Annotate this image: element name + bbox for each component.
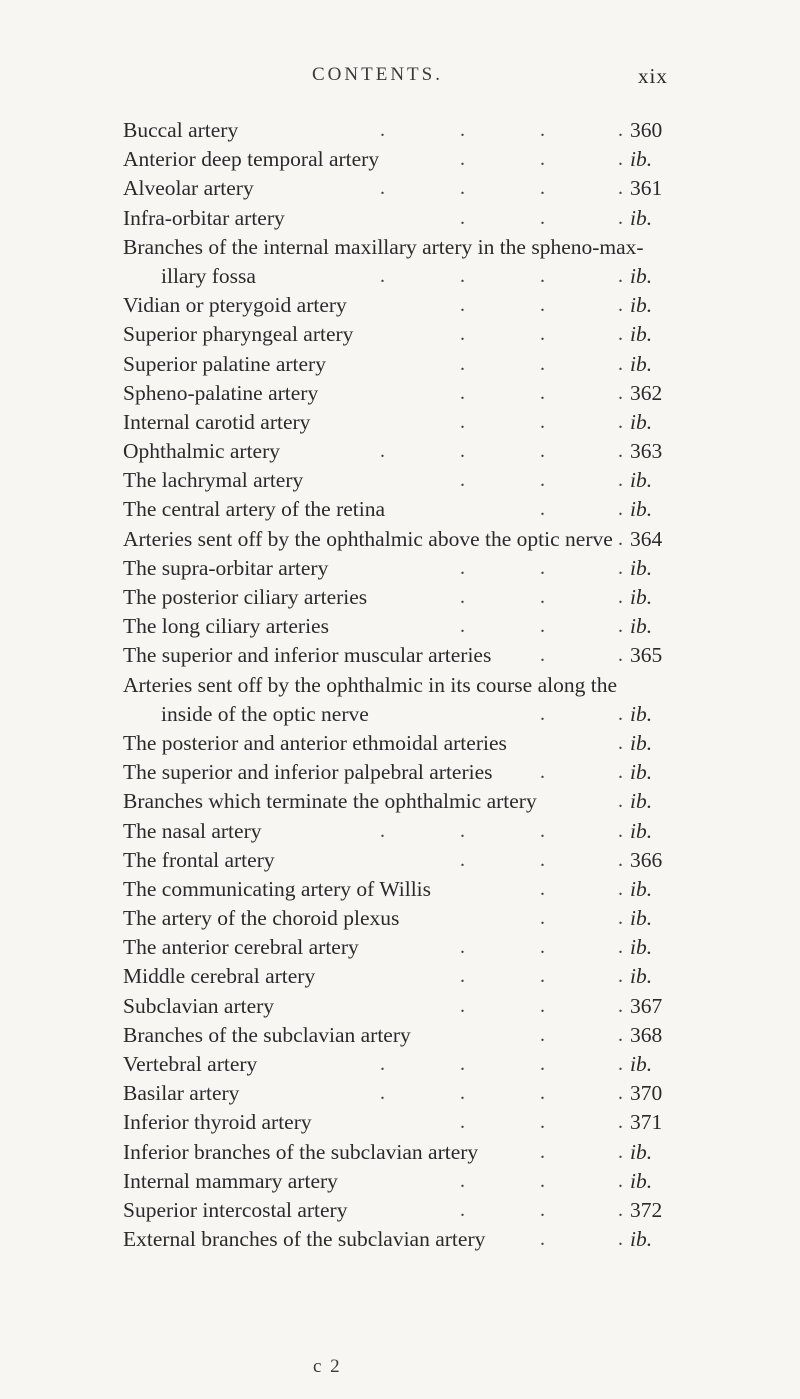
leader-dots: . . . [460, 936, 623, 959]
toc-entry [0, 262, 800, 291]
toc-entry-label: Subclavian artery [123, 993, 275, 1018]
toc-entry [0, 495, 800, 524]
toc-entry-page: 362 [630, 380, 663, 405]
leader-dots: . . [540, 702, 623, 725]
toc-entry-label: The frontal artery [123, 847, 275, 872]
toc-entry-label: Internal mammary artery [123, 1168, 338, 1193]
toc-entry-label: Middle cerebral artery [123, 964, 316, 989]
leader-dots: . . . [460, 1198, 623, 1221]
toc-entry [0, 554, 800, 583]
leader-dots: . . . . [380, 119, 623, 141]
toc-entry [0, 700, 800, 729]
leader-dots: . . . [460, 1111, 623, 1134]
toc-entry [0, 1167, 800, 1196]
leader-dots: . . . [460, 556, 623, 579]
toc-entry-label: Buccal artery [123, 118, 239, 142]
leader-dots: . . . [460, 994, 623, 1017]
toc-entry-label: Inferior thyroid artery [123, 1110, 312, 1135]
toc-entry-label: Branches of the subclavian artery [123, 1022, 411, 1047]
leader-dots: . . [540, 877, 623, 900]
toc-entry [0, 875, 800, 904]
toc-entry [0, 729, 800, 758]
toc-entry-page: ib. [630, 730, 653, 755]
page-header [0, 64, 800, 94]
toc-entry [0, 904, 800, 933]
toc-entry [0, 525, 800, 554]
toc-entry-page: 370 [630, 1081, 663, 1106]
toc-entry [0, 846, 800, 875]
toc-entry [0, 758, 800, 787]
toc-entry [0, 992, 800, 1021]
toc-entry-label: The supra-orbitar artery [123, 555, 329, 580]
toc-entry [0, 204, 800, 233]
toc-entry-page: ib. [630, 322, 653, 347]
toc-entry [0, 145, 800, 174]
leader-dots: . . . [460, 352, 623, 375]
toc-entry-label: Basilar artery [123, 1081, 240, 1106]
running-title: CONTENTS. [312, 64, 443, 85]
leader-dots: . . [540, 498, 623, 521]
toc-entry-page: ib. [630, 1139, 653, 1164]
toc-entry-page: 368 [630, 1022, 663, 1047]
toc-entry [0, 379, 800, 408]
leader-dots: . . [540, 1140, 623, 1163]
toc-entry-page: ib. [630, 964, 653, 989]
toc-entry-page: 365 [630, 643, 663, 668]
leader-dots: . . . [460, 381, 623, 404]
leader-dots: . . [540, 644, 623, 667]
toc-entry-page: ib. [630, 468, 653, 493]
toc-entry [0, 408, 800, 437]
leader-dots: . . . [460, 586, 623, 608]
toc-entry-label: Vidian or pterygoid artery [123, 293, 347, 318]
toc-entry-page: ib. [630, 585, 653, 609]
leader-dots: . . [540, 1228, 623, 1251]
leader-dots: . . . [460, 148, 623, 171]
toc-entry-label: Ophthalmic artery [123, 439, 281, 464]
toc-entry [0, 350, 800, 379]
toc-entry-page: ib. [630, 935, 653, 960]
toc-entry [0, 437, 800, 466]
toc-entry-page: 363 [630, 439, 663, 464]
toc-entry-label: Superior palatine artery [123, 351, 326, 376]
toc-entry-label: Internal carotid artery [123, 409, 311, 434]
toc-entry-label: Alveolar artery [123, 176, 254, 201]
toc-entry-label: illary fossa [161, 263, 256, 288]
toc-entry [0, 233, 800, 262]
leader-dots: . . [540, 1023, 623, 1046]
toc-entry-page: ib. [630, 205, 653, 230]
toc-entry-page: ib. [630, 789, 653, 814]
toc-entry-page: ib. [630, 1227, 653, 1252]
toc-entry-page: ib. [630, 351, 653, 376]
leader-dots: . . . [460, 206, 623, 229]
leader-dots: . [618, 527, 623, 550]
toc-entry-label: Inferior branches of the subclavian artery [123, 1139, 479, 1164]
toc-entry-page: 366 [630, 847, 663, 872]
toc-entry-label: Arteries sent off by the ophthalmic in its course along the [123, 672, 617, 697]
toc-entry-label: The central artery of the retina [123, 497, 386, 522]
toc-entry [0, 1225, 800, 1254]
toc-entry-label: External branches of the subclavian artery [123, 1227, 486, 1252]
toc-entry [0, 671, 800, 700]
toc-entry-label: The nasal artery [123, 818, 262, 843]
leader-dots: . . . [460, 615, 623, 638]
toc-entry [0, 612, 800, 641]
toc-entry-label: Arteries sent off by the ophthalmic above the optic nerve [123, 526, 613, 551]
toc-entry [0, 466, 800, 495]
toc-entry-label: Infra-orbitar artery [123, 205, 285, 230]
toc-entry-page: ib. [630, 147, 653, 172]
toc-entry-label: Spheno-palatine artery [123, 380, 319, 405]
toc-entry [0, 1050, 800, 1079]
toc-entry [0, 962, 800, 991]
leader-dots: . . . [460, 848, 623, 871]
leader-dots: . . . . [380, 1053, 623, 1075]
toc-entry-label: inside of the optic nerve [161, 701, 369, 726]
toc-entry-label: Vertebral artery [123, 1052, 258, 1076]
toc-entry [0, 1079, 800, 1108]
toc-entry [0, 1196, 800, 1225]
toc-entry [0, 817, 800, 846]
toc-entry-page: 361 [630, 176, 663, 201]
toc-entry [0, 320, 800, 349]
leader-dots: . . . [460, 1169, 623, 1192]
leader-dots: . . . . [380, 264, 623, 287]
toc-entry [0, 787, 800, 816]
toc-entry [0, 583, 800, 612]
leader-dots: . . . . [380, 177, 623, 200]
toc-entry [0, 116, 800, 145]
toc-entry-label: The lachrymal artery [123, 468, 304, 493]
toc-entry-label: The artery of the choroid plexus [123, 906, 400, 931]
toc-entry [0, 291, 800, 320]
toc-entry-page: ib. [630, 293, 653, 318]
printer-signature: c 2 [313, 1356, 342, 1377]
toc-entry-page: 371 [630, 1110, 663, 1135]
toc-entry-label: The posterior and anterior ethmoidal arteries [123, 730, 507, 755]
leader-dots: . . . [460, 410, 623, 433]
toc-entry-label: Superior pharyngeal artery [123, 322, 354, 347]
toc-entry-page: ib. [630, 409, 653, 434]
leader-dots: . . . . [380, 819, 623, 842]
leader-dots: . . . [460, 323, 623, 346]
toc-entry-label: Anterior deep temporal artery [123, 147, 380, 172]
leader-dots: . . . [460, 294, 623, 317]
toc-entry-label: The posterior ciliary arteries [123, 585, 368, 609]
page-number: xix [638, 64, 668, 88]
toc-entry-page: ib. [630, 760, 653, 785]
leader-dots: . . . [460, 469, 623, 492]
toc-entry-page: 360 [630, 118, 663, 142]
leader-dots: . . [540, 907, 623, 930]
leader-dots: . [618, 790, 623, 813]
toc-entry-page: ib. [630, 1052, 653, 1076]
toc-entry-page: ib. [630, 555, 653, 580]
leader-dots: . . . . [380, 1082, 623, 1105]
toc-entry-label: The long ciliary arteries [123, 614, 329, 639]
toc-entry-label: The communicating artery of Willis [123, 876, 432, 901]
toc-entry-page: ib. [630, 614, 653, 639]
toc-entry-page: ib. [630, 906, 653, 931]
toc-entry-page: ib. [630, 876, 653, 901]
toc-entry [0, 174, 800, 203]
toc-entry-page: ib. [630, 701, 653, 726]
toc-entry-label: Superior intercostal artery [123, 1197, 348, 1222]
toc-entry [0, 1021, 800, 1050]
toc-entry-page: ib. [630, 818, 653, 843]
toc-entry-page: 367 [630, 993, 663, 1018]
toc-entry [0, 933, 800, 962]
table-of-contents [0, 116, 800, 1254]
toc-entry-label: The superior and inferior muscular arteries [123, 643, 492, 668]
toc-entry-page: ib. [630, 497, 653, 522]
leader-dots: . . . [460, 965, 623, 988]
toc-entry [0, 641, 800, 670]
toc-entry-page: ib. [630, 1168, 653, 1193]
toc-entry [0, 1108, 800, 1137]
toc-entry-label: The anterior cerebral artery [123, 935, 359, 960]
leader-dots: . . . . [380, 440, 623, 463]
toc-entry-label: Branches which terminate the ophthalmic artery [123, 789, 537, 814]
toc-entry-page: 364 [630, 526, 663, 551]
toc-entry-page: ib. [630, 263, 653, 288]
toc-entry [0, 1138, 800, 1167]
leader-dots: . [618, 731, 623, 754]
toc-entry-label: The superior and inferior palpebral arteries [123, 760, 493, 785]
leader-dots: . . [540, 761, 623, 784]
toc-entry-page: 372 [630, 1197, 663, 1222]
toc-entry-label: Branches of the internal maxillary artery in the spheno-max- [123, 234, 644, 259]
